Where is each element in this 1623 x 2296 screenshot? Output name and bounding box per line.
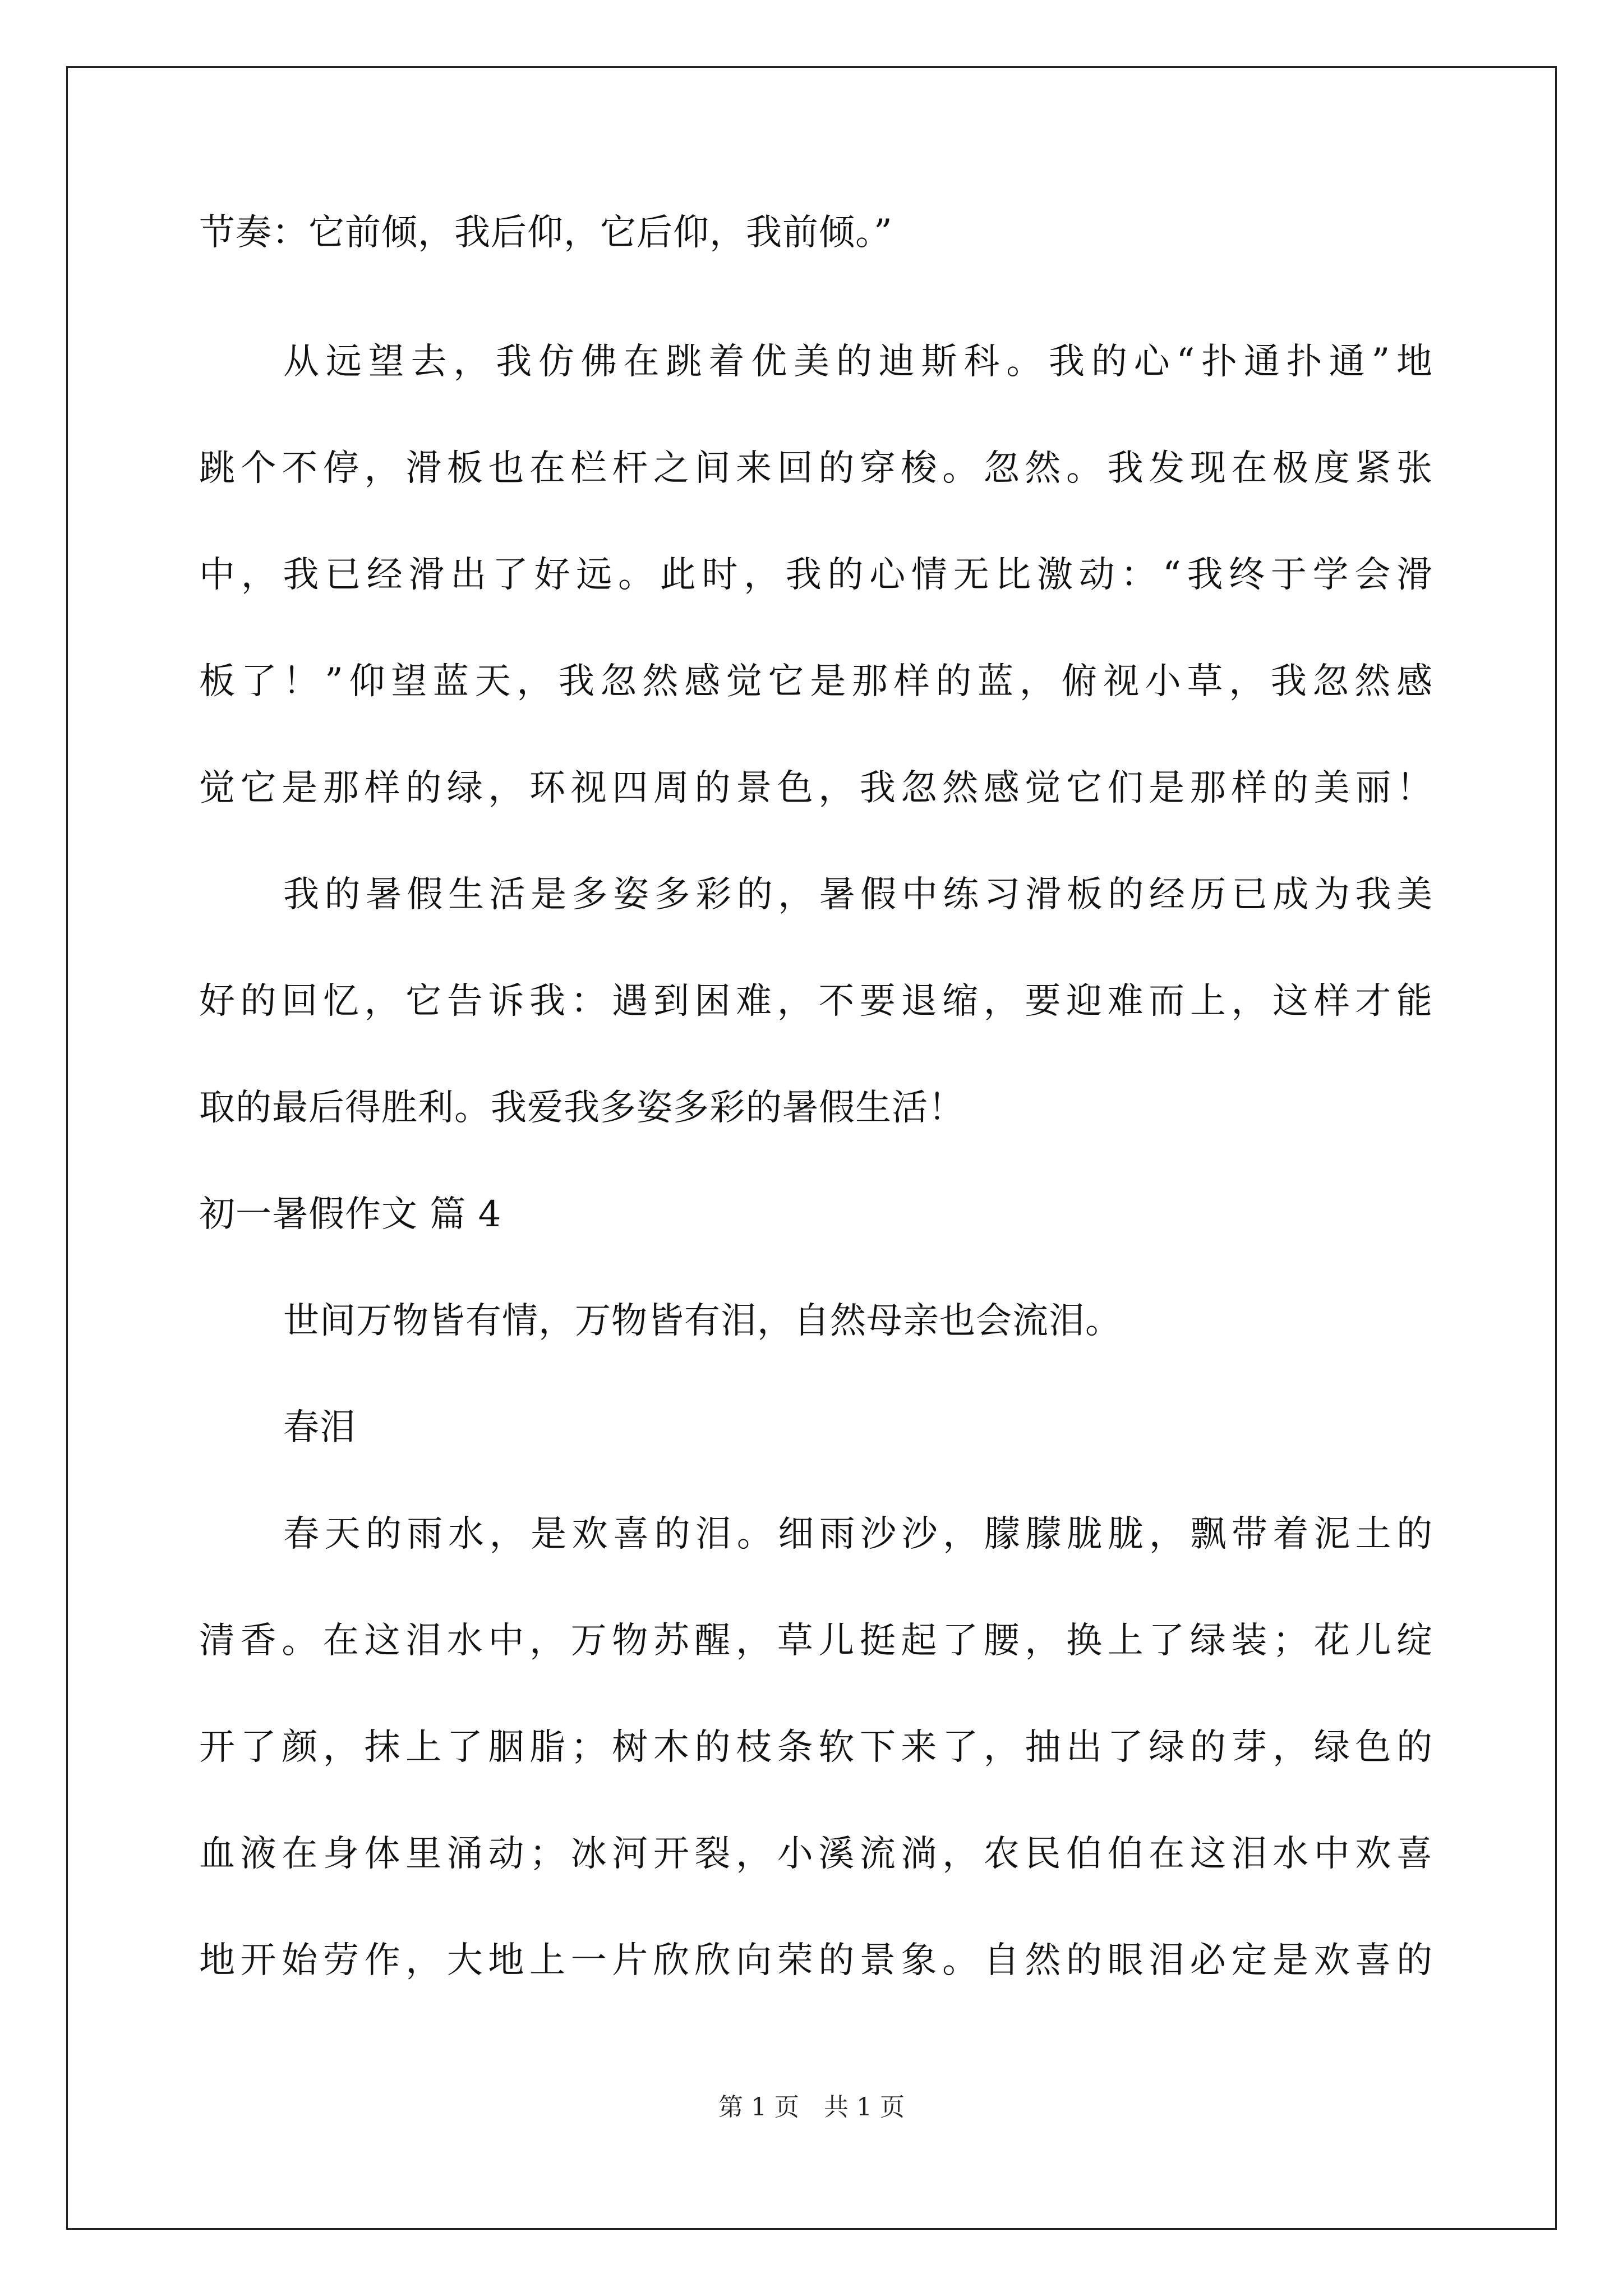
- paragraph-line: 好的回忆，它告诉我：遇到困难，不要退缩，要迎难而上，这样才能: [199, 981, 1433, 1022]
- paragraph-line: 清香。在这泪水中，万物苏醒，草儿挺起了腰，换上了绿装；花儿绽: [199, 1620, 1433, 1662]
- paragraph-line: 世间万物皆有情，万物皆有泪，自然母亲也会流泪。: [283, 1300, 1122, 1342]
- subheading: 春泪: [283, 1407, 356, 1448]
- paragraph-line: 中，我已经滑出了好远。此时，我的心情无比激动：“我终于学会滑: [199, 554, 1433, 596]
- page-border: [66, 66, 1557, 2230]
- page-footer: 第 1 页 共 1 页: [718, 2093, 905, 2122]
- paragraph-line: 血液在身体里涌动；冰河开裂，小溪流淌，农民伯伯在这泪水中欢喜: [199, 1833, 1433, 1875]
- paragraph-line: 节奏：它前倾，我后仰，它后仰，我前倾。”: [199, 212, 893, 254]
- paragraph-line: 我的暑假生活是多姿多彩的，暑假中练习滑板的经历已成为我美: [283, 874, 1433, 915]
- paragraph-line: 地开始劳作，大地上一片欣欣向荣的景象。自然的眼泪必定是欢喜的: [199, 1940, 1433, 1981]
- paragraph-line: 开了颜，抹上了胭脂；树木的枝条软下来了，抽出了绿的芽，绿色的: [199, 1727, 1433, 1768]
- paragraph-line: 春天的雨水，是欢喜的泪。细雨沙沙，朦朦胧胧，飘带着泥土的: [283, 1513, 1433, 1555]
- paragraph-line: 跳个不停，滑板也在栏杆之间来回的穿梭。忽然。我发现在极度紧张: [199, 448, 1433, 489]
- section-heading: 初一暑假作文 篇 4: [199, 1194, 502, 1235]
- paragraph-line: 取的最后得胜利。我爱我多姿多彩的暑假生活！: [199, 1087, 965, 1129]
- paragraph-line: 觉它是那样的绿，环视四周的景色，我忽然感觉它们是那样的美丽！: [199, 767, 1433, 809]
- paragraph-line: 从远望去，我仿佛在跳着优美的迪斯科。我的心“扑通扑通”地: [283, 341, 1433, 383]
- paragraph-line: 板了！”仰望蓝天，我忽然感觉它是那样的蓝，俯视小草，我忽然感: [199, 661, 1433, 702]
